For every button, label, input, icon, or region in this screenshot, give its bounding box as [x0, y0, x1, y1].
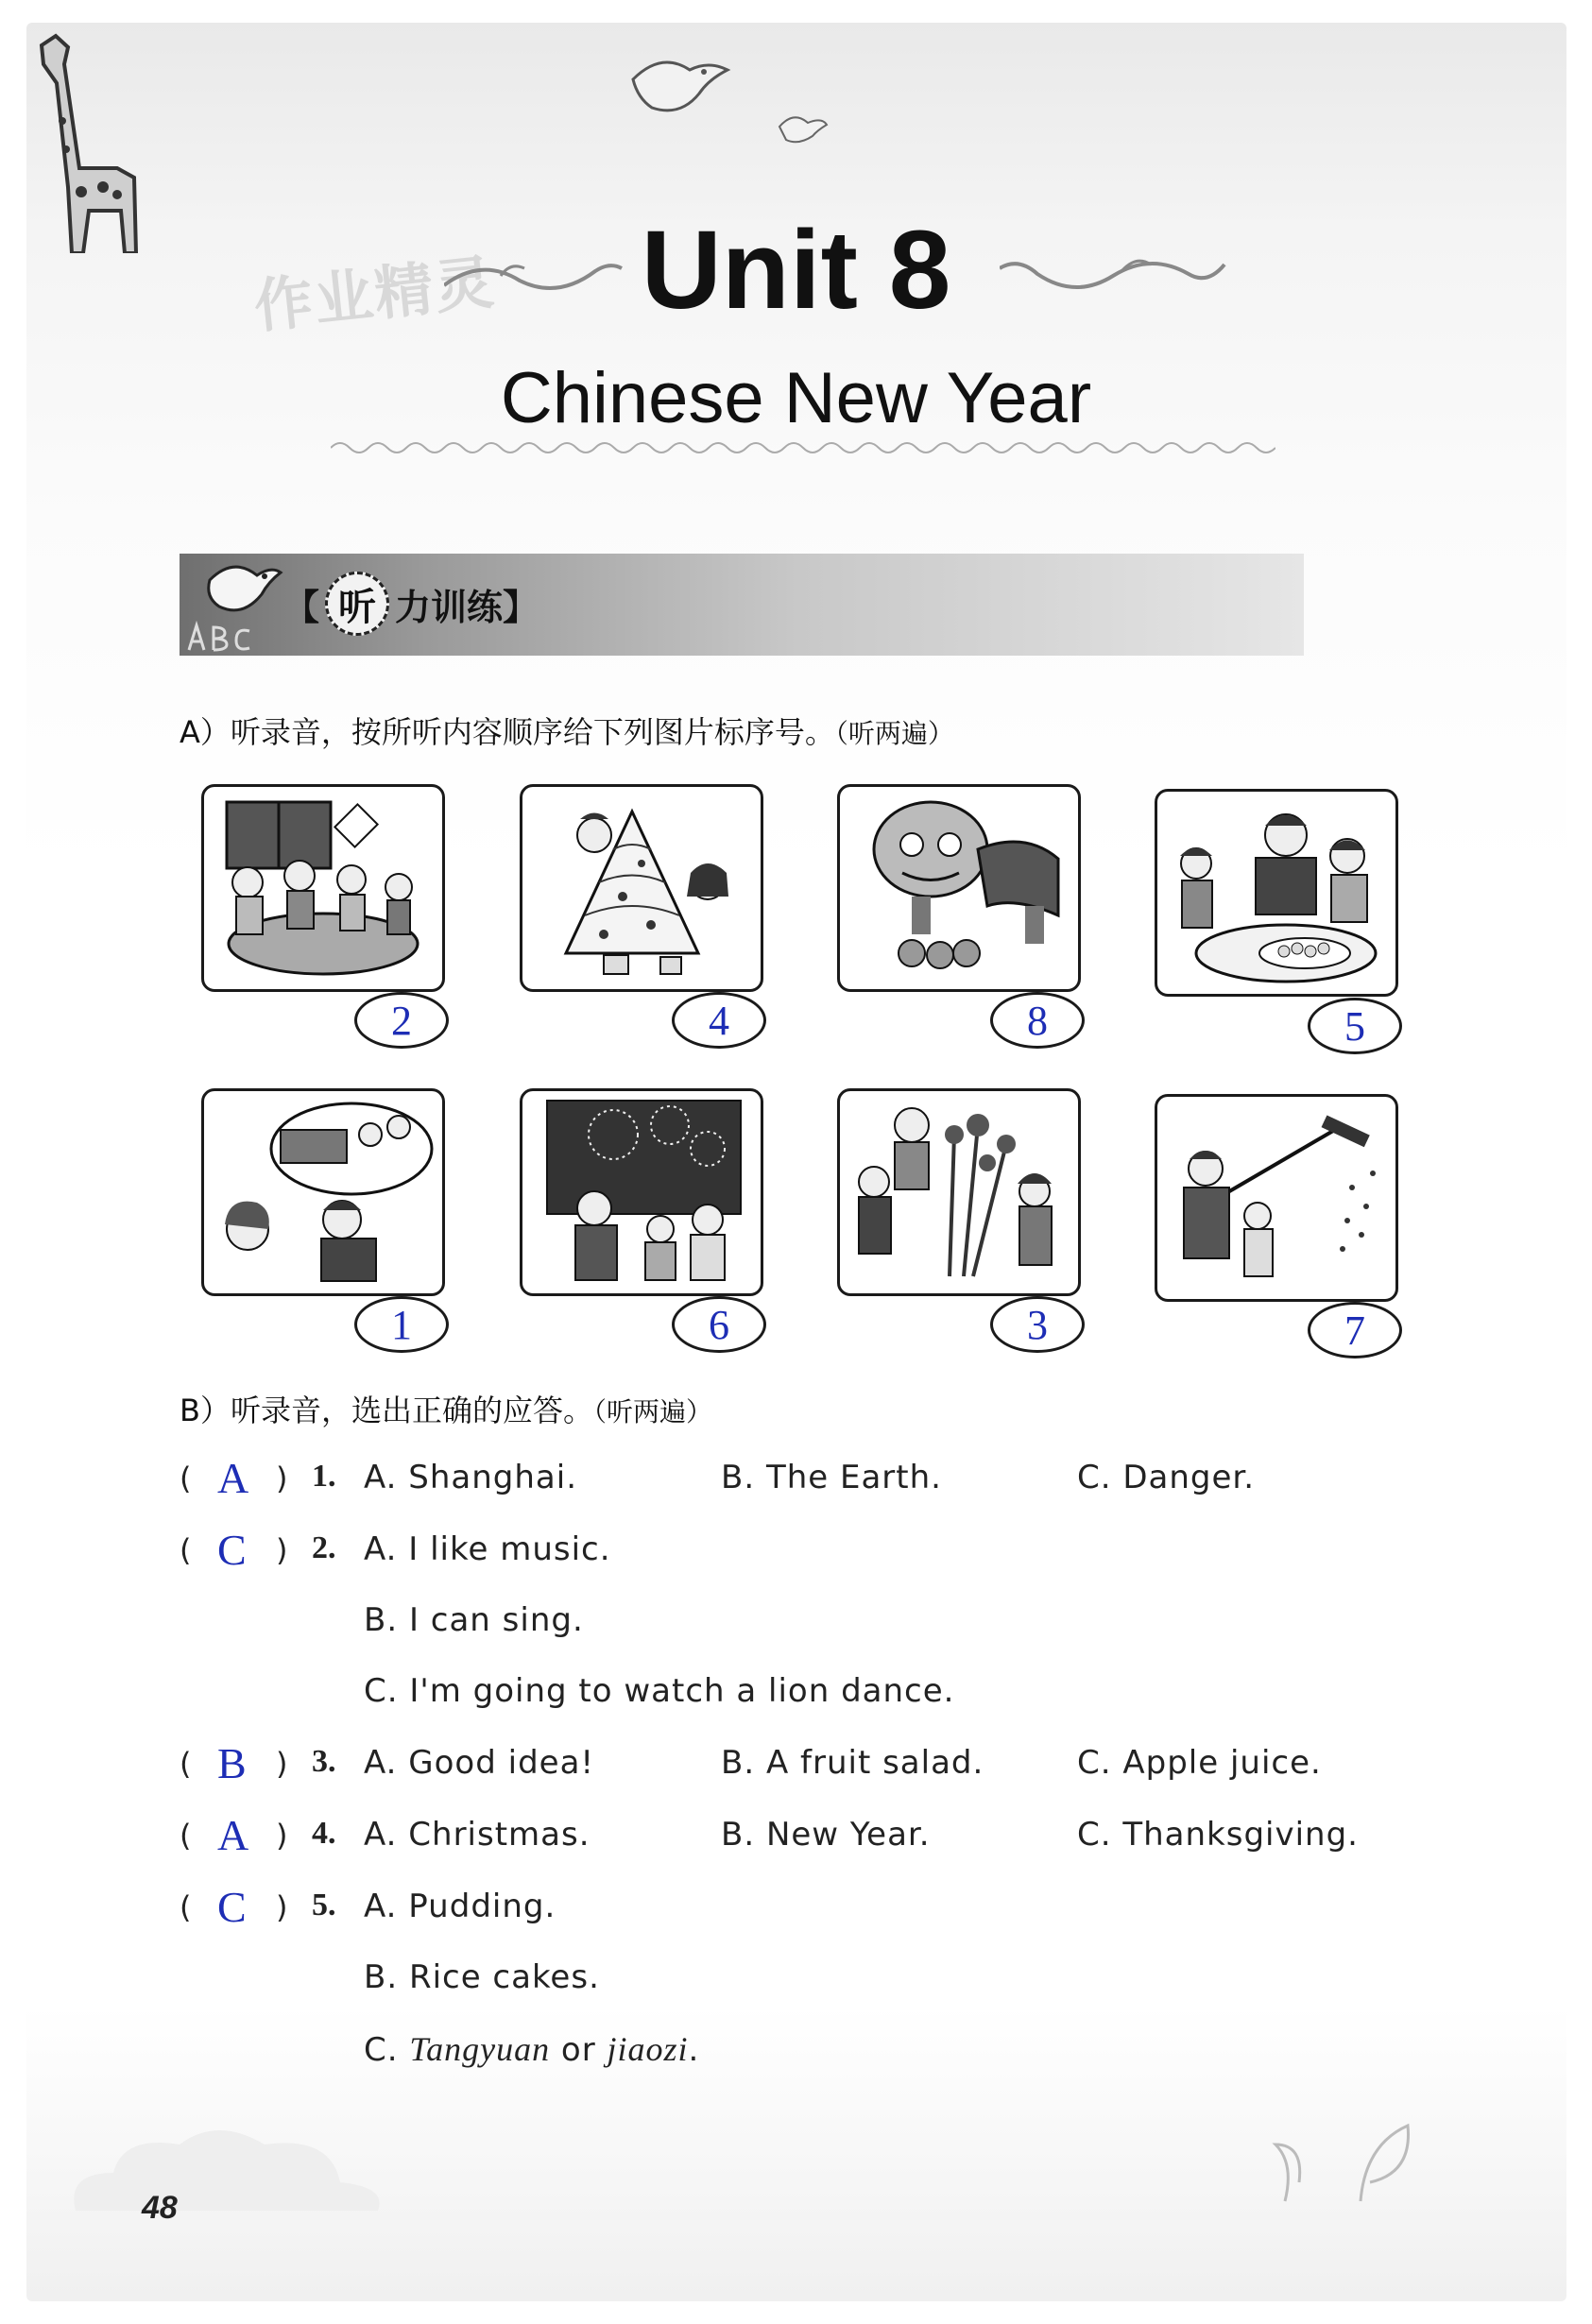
- picture-card-lion-dance: [837, 784, 1081, 992]
- option-b: B. I can sing.: [364, 1601, 584, 1639]
- answer-letter[interactable]: A: [217, 1454, 249, 1502]
- option-b: B. Rice cakes.: [364, 1958, 600, 1996]
- option-c: C. Danger.: [1077, 1459, 1256, 1496]
- option-c: C. Thanksgiving.: [1077, 1816, 1359, 1854]
- option-c: C. Apple juice.: [1077, 1744, 1322, 1782]
- answer-letter[interactable]: C: [217, 1526, 247, 1574]
- option-a: A. Christmas.: [364, 1816, 591, 1854]
- picture-card-firecrackers: [1155, 1094, 1398, 1302]
- part-a-instruction-note: （听两遍）: [834, 718, 954, 749]
- picture-answer[interactable]: 7: [1308, 1302, 1402, 1359]
- option-c-end: .: [688, 2031, 700, 2069]
- picture-card-phone-call: [201, 1088, 445, 1296]
- picture-answer[interactable]: 6: [672, 1296, 766, 1353]
- answer-letter[interactable]: B: [217, 1739, 247, 1787]
- wave-divider: [331, 436, 1275, 459]
- question-number: 5.: [312, 1888, 336, 1922]
- picture-card-flower-market: [837, 1088, 1081, 1296]
- option-a: A. Pudding.: [364, 1888, 556, 1925]
- answer-paren-open: (: [180, 1889, 192, 1925]
- picture-card-christmas-tree: [520, 784, 763, 992]
- picture-answer[interactable]: 4: [672, 992, 766, 1049]
- picture-card-family-dinner: [201, 784, 445, 992]
- answer-paren-open: (: [180, 1746, 192, 1782]
- answer-paren-close: ): [276, 1746, 288, 1782]
- option-c: [364, 2029, 699, 2069]
- answer-paren-open: (: [180, 1532, 192, 1568]
- answer-letter[interactable]: A: [217, 1811, 249, 1859]
- section-label-text: 力训练】: [395, 586, 539, 628]
- option-c-or: or: [560, 2031, 596, 2069]
- answer-paren-close: ): [276, 1461, 288, 1496]
- part-a-instruction: [180, 709, 954, 752]
- section-bracket-open: 【: [283, 586, 320, 628]
- answer-paren-close: ): [276, 1818, 288, 1854]
- option-c-word-jiaozi: jiaozi: [607, 2030, 689, 2068]
- option-b: B. The Earth.: [721, 1459, 942, 1496]
- option-c: C. I'm going to watch a lion dance.: [364, 1672, 955, 1710]
- answer-paren-open: (: [180, 1818, 192, 1854]
- option-c-prefix: C.: [364, 2031, 399, 2069]
- picture-card-fireworks: [520, 1088, 763, 1296]
- picture-answer[interactable]: 1: [354, 1296, 449, 1353]
- option-a: A. Shanghai.: [364, 1459, 578, 1496]
- answer-paren-close: ): [276, 1889, 288, 1925]
- option-b: B. A fruit salad.: [721, 1744, 984, 1782]
- option-a: A. I like music.: [364, 1530, 611, 1568]
- question-number: 4.: [312, 1816, 336, 1851]
- answer-paren-close: ): [276, 1532, 288, 1568]
- option-b: B. New Year.: [721, 1816, 931, 1854]
- section-label: [283, 571, 539, 637]
- page-number: 48: [142, 2190, 178, 2226]
- unit-title: Unit 8: [641, 208, 951, 333]
- answer-letter[interactable]: C: [217, 1883, 247, 1931]
- picture-card-making-tangyuan: [1155, 789, 1398, 997]
- abc-bird-icon: [181, 552, 285, 658]
- question-number: 3.: [312, 1744, 336, 1779]
- part-b-instruction-note: （听两遍）: [592, 1396, 712, 1427]
- watermark-top: 作业精灵: [250, 247, 499, 342]
- part-b-instruction: [180, 1387, 712, 1430]
- option-c-word-tangyuan: Tangyuan: [409, 2030, 551, 2068]
- part-b-instruction-text: B）听录音，选出正确的应答。: [180, 1393, 593, 1428]
- cloud-decoration: [57, 2116, 397, 2230]
- listening-badge: 听: [325, 572, 389, 636]
- answer-paren-open: (: [180, 1461, 192, 1496]
- question-number: 2.: [312, 1530, 336, 1565]
- picture-answer[interactable]: 5: [1308, 998, 1402, 1054]
- picture-answer[interactable]: 2: [354, 992, 449, 1049]
- small-bird-icon: [775, 106, 831, 147]
- picture-answer[interactable]: 8: [990, 992, 1085, 1049]
- question-number: 1.: [312, 1459, 336, 1494]
- unit-subtitle: Chinese New Year: [500, 358, 1092, 438]
- option-a: A. Good idea!: [364, 1744, 595, 1782]
- part-a-instruction-text: A）听录音，按所听内容顺序给下列图片标序号。: [180, 714, 835, 750]
- sprout-decoration: [1257, 2107, 1446, 2211]
- bird-icon: [624, 42, 737, 127]
- picture-answer[interactable]: 3: [990, 1296, 1085, 1353]
